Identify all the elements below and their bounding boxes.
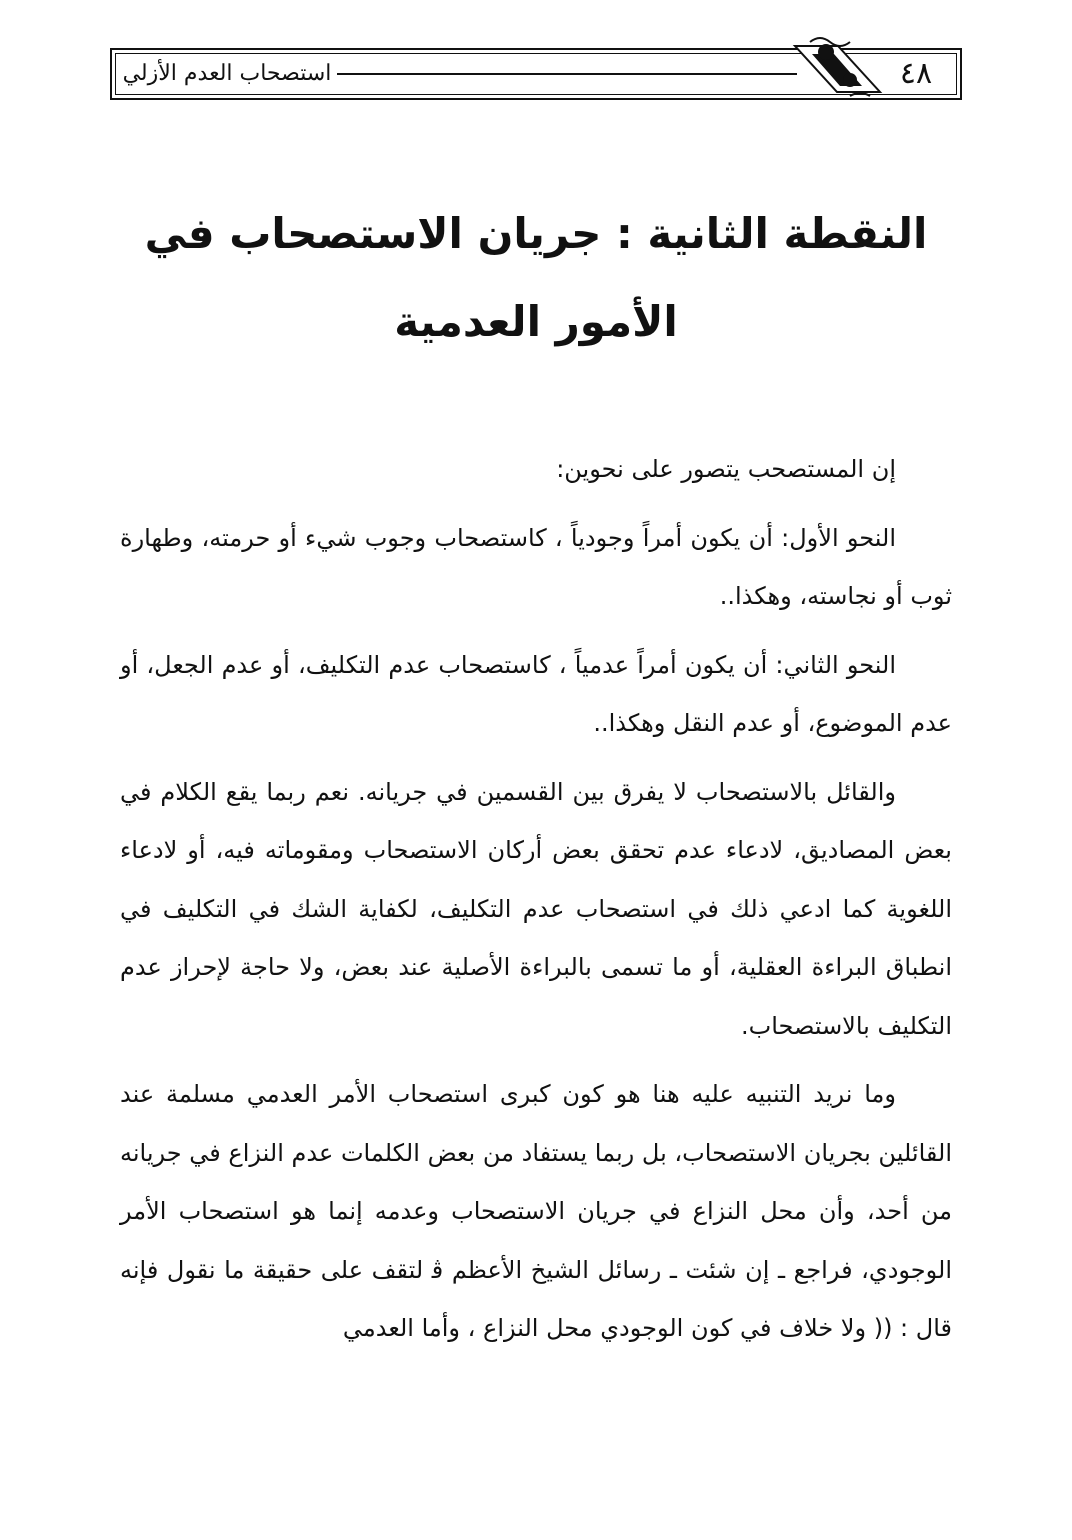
paragraph-discussion: والقائل بالاستصحاب لا يفرق بين القسمين في جريانه. نعم ربما يقع الكلام في بعض المصاديق، لادعاء عدم تحقق بعض أركان الاستصحاب ومقوماته فيه، أو لادعاء اللغوية كما ادعي ذلك في استصحاب عدم التكليف، لكفاية الشك في التكليف في انطباق البراءة العقلية، أو ما تسمى بالبراءة الأصلية عند بعض، ولا حاجة لإحراز عدم التكليف بالاستصحاب. <box>120 777 952 1040</box>
paragraph-second-type: النحو الثاني: أن يكون أمراً عدمياً ، كاستصحاب عدم التكليف، أو عدم الجعل، أو عدم الموضوع، أو عدم النقل وهكذا.. <box>120 650 952 737</box>
running-title: استصحاب العدم الأزلي <box>122 61 332 86</box>
page-number: ٤٨ <box>899 56 933 91</box>
body-text <box>120 440 952 1358</box>
chapter-title: النقطة الثانية : جريان الاستصحاب في الأمور العدمية <box>144 209 928 346</box>
header-ornament-icon <box>790 34 885 100</box>
header-divider <box>337 73 797 75</box>
paragraph-intro: إن المستصحب يتصور على نحوين: <box>556 455 896 483</box>
paragraph-note: وما نريد التنبيه عليه هنا هو كون كبرى استصحاب الأمر العدمي مسلمة عند القائلين بجريان الاستصحاب، بل ربما يستفاد من بعض الكلمات عدم النزاع في جريانه من أحد، وأن محل النزاع في جريان الاستصحاب وعدمه إنما هو استصحاب الأمر الوجودي، فراجع ـ إن شئت ـ رسائل الشيخ الأعظم ﭬ لتقف على حقيقة ما نقول فإنه قال : (( ولا خلاف في كون الوجودي محل النزاع ، وأما العدمي <box>120 1080 952 1342</box>
paragraph-first-type: النحو الأول: أن يكون أمراً وجودياً ، كاستصحاب وجوب شيء أو حرمته، وطهارة ثوب أو نجاسته، وهكذا.. <box>120 523 952 610</box>
